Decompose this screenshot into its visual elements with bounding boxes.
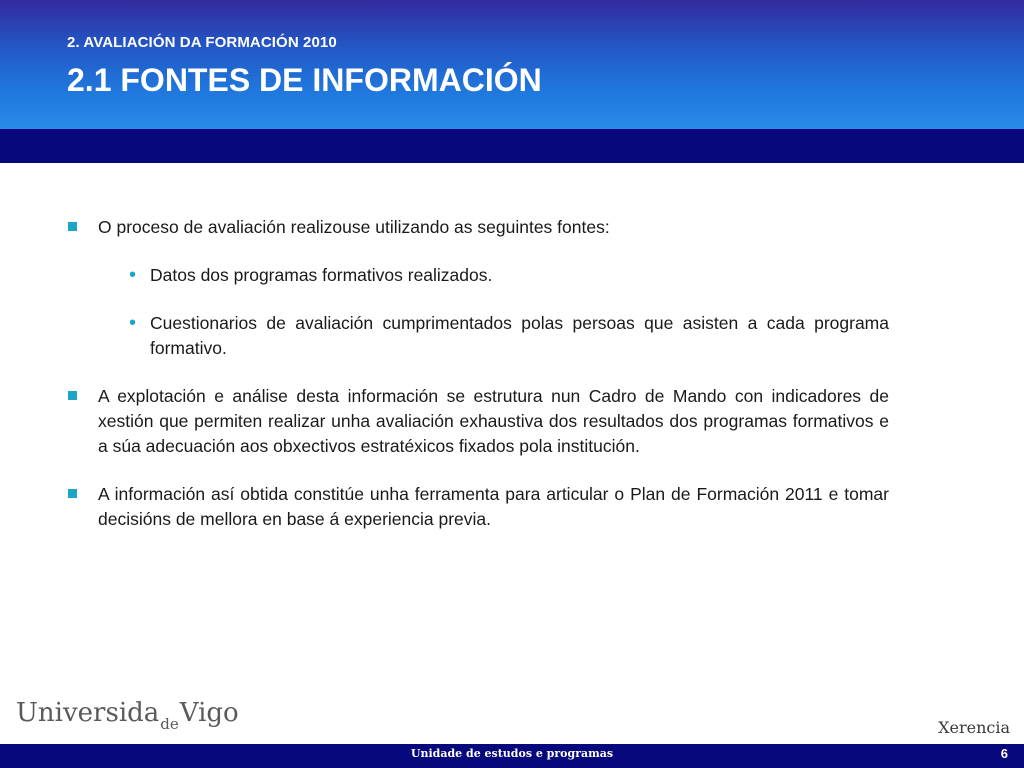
bullet-item — [66, 215, 889, 240]
square-bullet-icon — [68, 391, 77, 400]
dot-bullet-icon: • — [129, 264, 137, 286]
bullet-text: O proceso de avaliación realizouse utilizando as seguintes fontes: — [98, 217, 610, 237]
dot-bullet-icon: • — [129, 312, 137, 334]
xerencia-logo: Xerencia — [938, 718, 1010, 737]
bullet-item — [66, 384, 889, 459]
sub-bullet-item — [66, 263, 889, 288]
bullet-text: A información así obtida constitúe unha ferramenta para articular o Plan de Formación 2011 e tomar decisións de mellora en base á experiencia previa. — [98, 484, 889, 529]
bullet-text: Datos dos programas formativos realizados. — [150, 265, 493, 285]
bullet-text: Cuestionarios de avaliación cumprimentados polas persoas que asisten a cada programa formativo. — [150, 313, 889, 358]
bullet-text: A explotación e análise desta información se estrutura nun Cadro de Mando con indicadores de xestión que permiten realizar unha avaliación exhaustiva dos resultados dos programas formativos e a súa adecuación aos obxectivos estratéxicos fixados pola institución. — [98, 386, 889, 456]
square-bullet-icon — [68, 489, 77, 498]
page-number: 6 — [1000, 746, 1008, 761]
slide-title: 2.1 FONTES DE INFORMACIÓN — [67, 62, 542, 98]
section-label: 2. AVALIACIÓN DA FORMACIÓN 2010 — [67, 34, 337, 51]
bullet-item — [66, 482, 889, 532]
square-bullet-icon — [68, 222, 77, 231]
header-band — [0, 129, 1024, 163]
footer-unit-label: Unidade de estudos e programas — [410, 747, 614, 760]
university-logo: Universida$_{de}$Vigo — [16, 698, 239, 733]
sub-bullet-item — [66, 311, 889, 361]
slide-content — [66, 215, 889, 555]
